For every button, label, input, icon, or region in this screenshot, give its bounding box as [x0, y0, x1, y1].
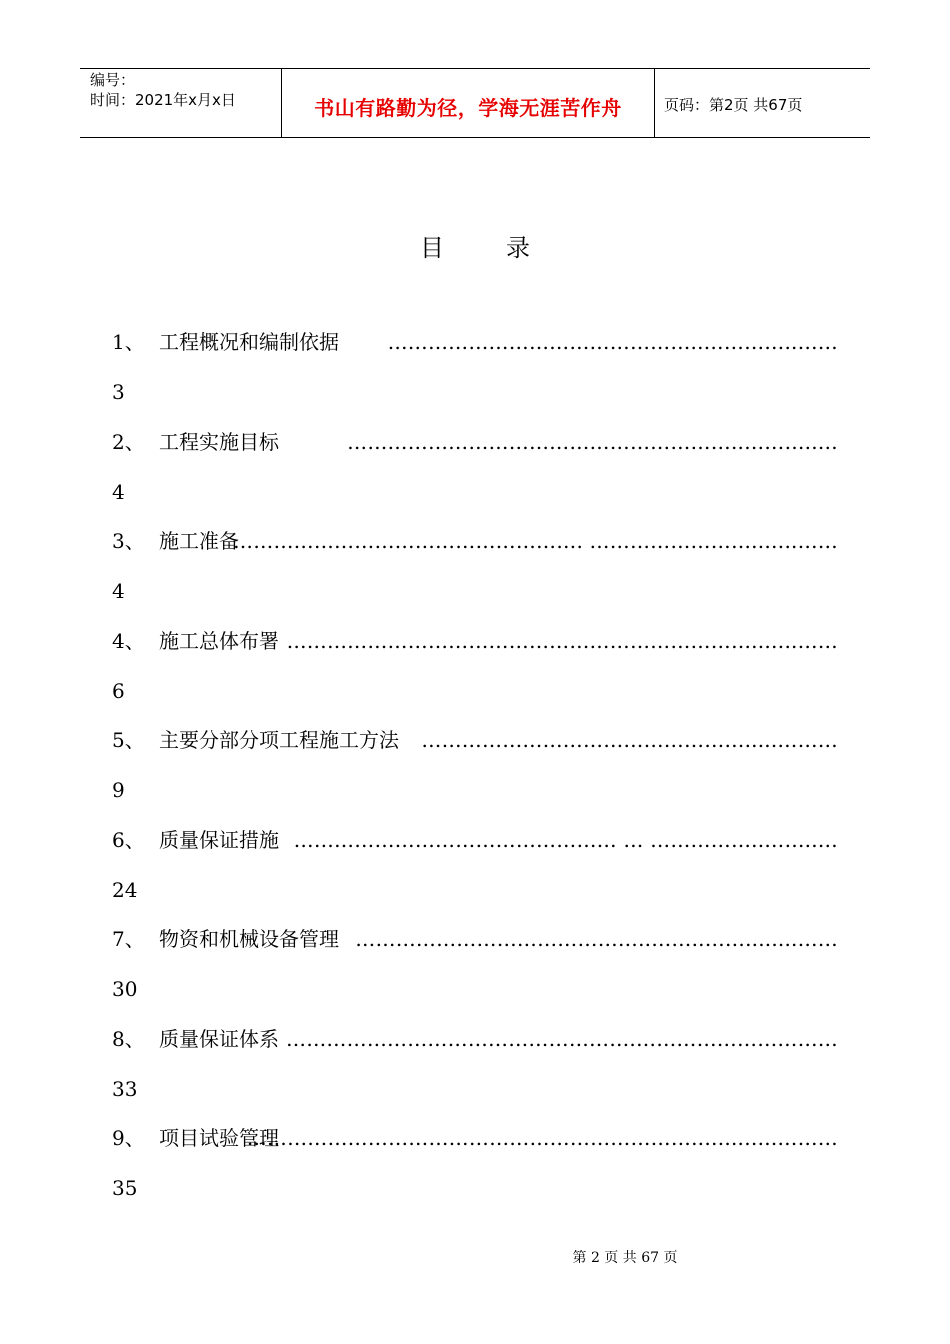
toc-page-number: 35 [112, 1176, 138, 1200]
toc-page-number: 24 [112, 877, 138, 902]
toc-number: 7、 [112, 927, 145, 951]
toc-title: 项目试验管理 [159, 1126, 279, 1150]
title-part-2: 录 [506, 234, 530, 262]
toc-entry-line [112, 925, 838, 953]
toc-entry-line [112, 428, 838, 456]
toc-entry-line [112, 826, 838, 854]
toc-entry-line [112, 627, 838, 655]
toc-page-number: 9 [112, 778, 125, 802]
toc-entry[interactable] [112, 627, 838, 727]
toc-leader-dots: ……………………………………..……..……........…… [355, 927, 838, 951]
toc-number: 3、 [112, 529, 145, 553]
page-header [80, 68, 870, 138]
toc-page-number: 6 [112, 678, 125, 703]
toc-entry[interactable] [112, 328, 838, 428]
toc-entry-line [112, 1025, 838, 1053]
toc-leader-dots: ………………………………………..…………..…… [387, 330, 838, 354]
toc-title: 工程概况和编制依据 [159, 330, 339, 354]
toc-number: 1、 [112, 330, 145, 354]
toc-title: 施工准备 [159, 529, 239, 553]
page-footer [0, 1247, 950, 1267]
toc-entry[interactable] [112, 428, 838, 528]
header-meta-cell [80, 69, 282, 137]
toc-title: 主要分部分项工程施工方法 [159, 728, 399, 752]
toc-entry[interactable] [112, 726, 838, 826]
toc-page-number: 4 [112, 579, 125, 603]
title-part-1: 目 [420, 234, 444, 262]
motto-text: 书山有路勤为径，学海无涯苦作舟 [314, 96, 622, 120]
page-info: 页码：第2页 共67页 [664, 96, 803, 114]
serial-number-label: 编号： [90, 71, 136, 89]
toc-entry[interactable] [112, 1025, 838, 1125]
toc-title: 施工总体布署 [159, 628, 279, 653]
toc-entry-line [112, 726, 838, 754]
toc-leader-dots: ………………………………………….....……… [421, 728, 838, 752]
toc-entry-line [112, 527, 838, 555]
toc-title: 质量保证措施 [159, 827, 279, 852]
toc-title: 物资和机械设备管理 [159, 927, 339, 951]
toc-entry[interactable] [112, 527, 838, 627]
toc-leader-dots: …………………………………………….………………………… [286, 1026, 838, 1051]
toc-leader-dots: …………………………………………………..………..… [347, 429, 838, 454]
toc-entry-line [112, 1124, 838, 1152]
toc-page-number: 4 [112, 479, 125, 504]
toc-leader-dots: ………………………………………… … ……………..……..… [293, 827, 838, 852]
toc-page-number: 33 [112, 1076, 138, 1101]
time-label: 时间：2021年x月x日 [90, 91, 236, 109]
toc-number: 4、 [112, 628, 145, 653]
toc-leader-dots: ……………………………………………………………..…..…… [286, 628, 838, 653]
toc-number: 2、 [112, 429, 145, 454]
page-title [0, 228, 950, 263]
toc-page-number: 3 [112, 380, 125, 404]
toc-number: 5、 [112, 728, 145, 752]
header-motto-cell [282, 69, 655, 137]
toc-number: 8、 [112, 1026, 145, 1051]
header-page-cell [655, 69, 870, 137]
toc-number: 6、 [112, 827, 145, 852]
toc-leader-dots: …………………………………………………………..…...…..……… [246, 1126, 838, 1150]
toc-page-number: 30 [112, 977, 138, 1001]
toc-entry[interactable] [112, 925, 838, 1025]
toc-entry[interactable] [112, 826, 838, 926]
toc-number: 9、 [112, 1126, 145, 1150]
toc-entry-line [112, 328, 838, 356]
toc-leader-dots: ……………………………………………. ……………………..…..…… [233, 529, 838, 553]
toc-title: 质量保证体系 [159, 1026, 279, 1051]
footer-page-number: 第 2 页 共 67 页 [572, 1250, 678, 1266]
toc-title: 工程实施目标 [159, 429, 279, 454]
toc-entry[interactable] [112, 1124, 838, 1224]
table-of-contents [112, 328, 838, 1224]
